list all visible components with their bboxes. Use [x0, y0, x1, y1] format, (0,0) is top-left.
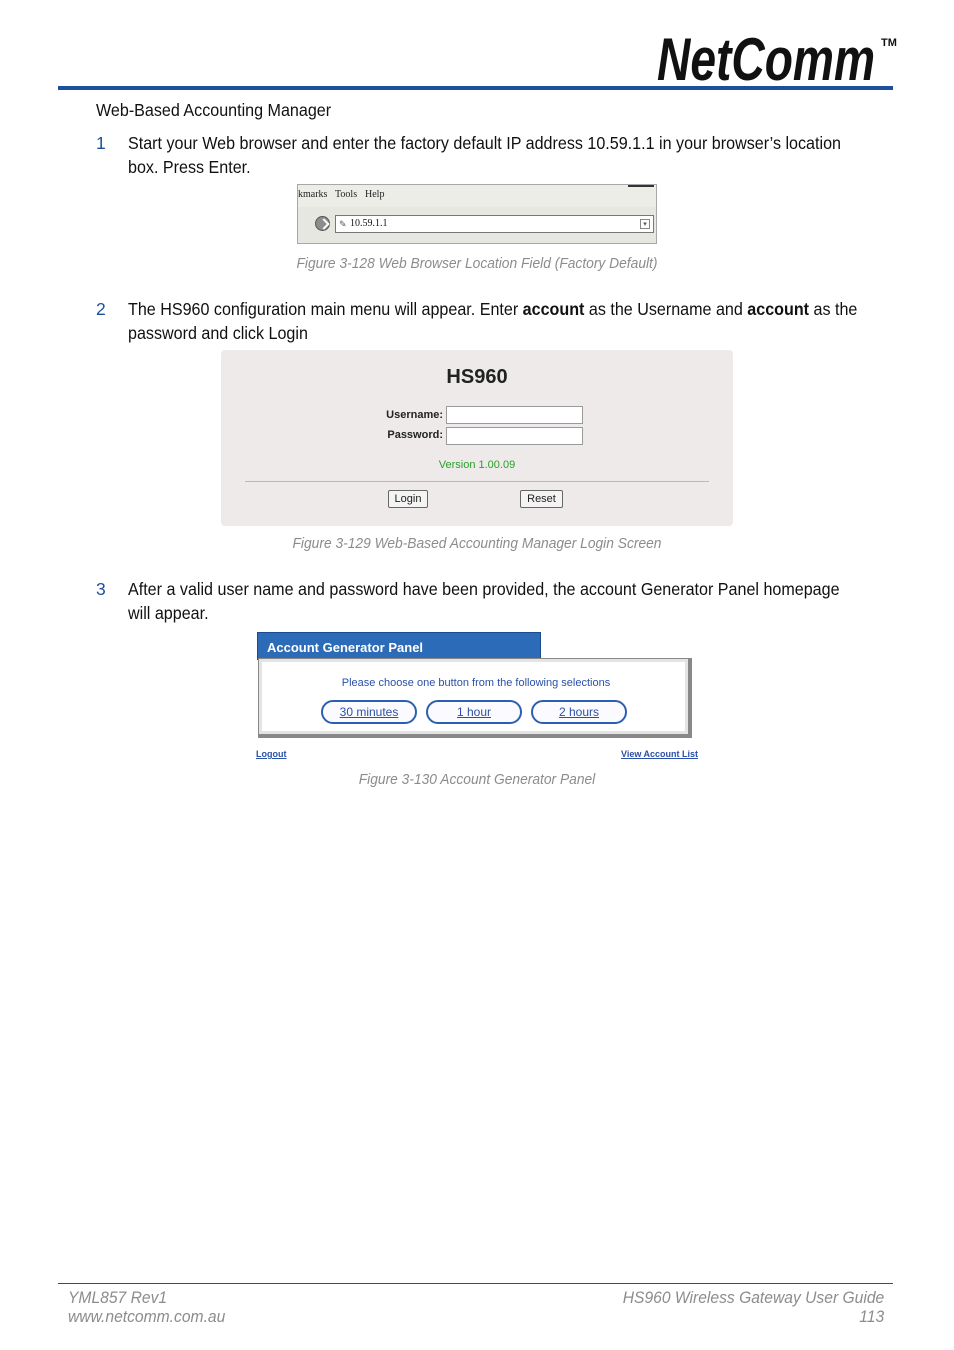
doc-id: YML857 Rev1 [68, 1288, 168, 1307]
figure-129-caption: Figure 3-129 Web-Based Accounting Manager Login Screen [292, 535, 662, 552]
2-hours-button[interactable]: 2 hours [531, 700, 627, 724]
panel-box [258, 658, 692, 738]
address-bar[interactable] [335, 215, 654, 233]
menu-bookmarks[interactable]: kmarks [298, 189, 328, 200]
figure-130-caption: Figure 3-130 Account Generator Panel [358, 771, 596, 788]
panel-tab-title: Account Generator Panel [257, 632, 541, 660]
1-hour-button[interactable]: 1 hour [426, 700, 522, 724]
website: www.netcomm.com.au [68, 1307, 226, 1326]
step-2-number: 2 [96, 299, 106, 319]
header-rule [58, 86, 893, 90]
footer-rule [58, 1283, 893, 1284]
browser-location-figure [297, 184, 657, 244]
password-label: Password: [387, 429, 443, 441]
guide-title: HS960 Wireless Gateway User Guide [622, 1288, 884, 1307]
logo-wordmark: NetComm [657, 26, 875, 86]
login-divider [245, 481, 709, 482]
default-ip: 10.59.1.1 [587, 133, 655, 153]
reset-button[interactable]: Reset [520, 490, 563, 508]
login-title: HS960 [446, 366, 508, 388]
step-1-text: Start your Web browser and enter the factory default IP address 10.59.1.1 in your browser’s location box. Press Enter. [128, 133, 841, 177]
address-value: 10.59.1.1 [350, 218, 388, 229]
30-minutes-button[interactable]: 30 minutes [321, 700, 417, 724]
login-screen-figure [221, 350, 733, 526]
version-text: Version 1.00.09 [438, 459, 516, 471]
account-generator-figure [254, 632, 700, 766]
section-title: Web-Based Accounting Manager [96, 100, 332, 120]
username-input[interactable] [446, 406, 583, 424]
menu-help[interactable]: Help [365, 189, 385, 200]
menu-tools[interactable]: Tools [335, 189, 358, 200]
step-3-text: After a valid user name and password have been provided, the account Generator Panel homepage will appear. [128, 579, 840, 623]
panel-prompt: Please choose one button from the following selections [341, 677, 611, 689]
page-icon: ✎ [339, 219, 347, 229]
login-button[interactable]: Login [388, 490, 428, 508]
browser-menubar [298, 185, 656, 207]
footer-left [68, 1288, 225, 1326]
logout-link[interactable]: Logout [256, 749, 287, 759]
footer-right [622, 1288, 884, 1326]
netcomm-logo [655, 26, 900, 86]
username-label: Username: [386, 409, 443, 421]
toolbar-edge [628, 185, 654, 187]
chevron-down-icon[interactable]: ▾ [640, 219, 650, 229]
step-1-number: 1 [96, 133, 106, 153]
step-3-number: 3 [96, 579, 106, 599]
figure-128-caption: Figure 3-128 Web Browser Location Field (Factory Default) [296, 255, 658, 272]
go-arrow-icon[interactable] [315, 216, 330, 231]
view-account-list-link[interactable]: View Account List [620, 749, 698, 759]
logo-trademark: TM [881, 37, 897, 49]
step-2-text: The HS960 configuration main menu will appear. Enter account as the Username and account as the password and click Login [128, 299, 858, 343]
page-number: 113 [859, 1307, 884, 1326]
password-input[interactable] [446, 427, 583, 445]
